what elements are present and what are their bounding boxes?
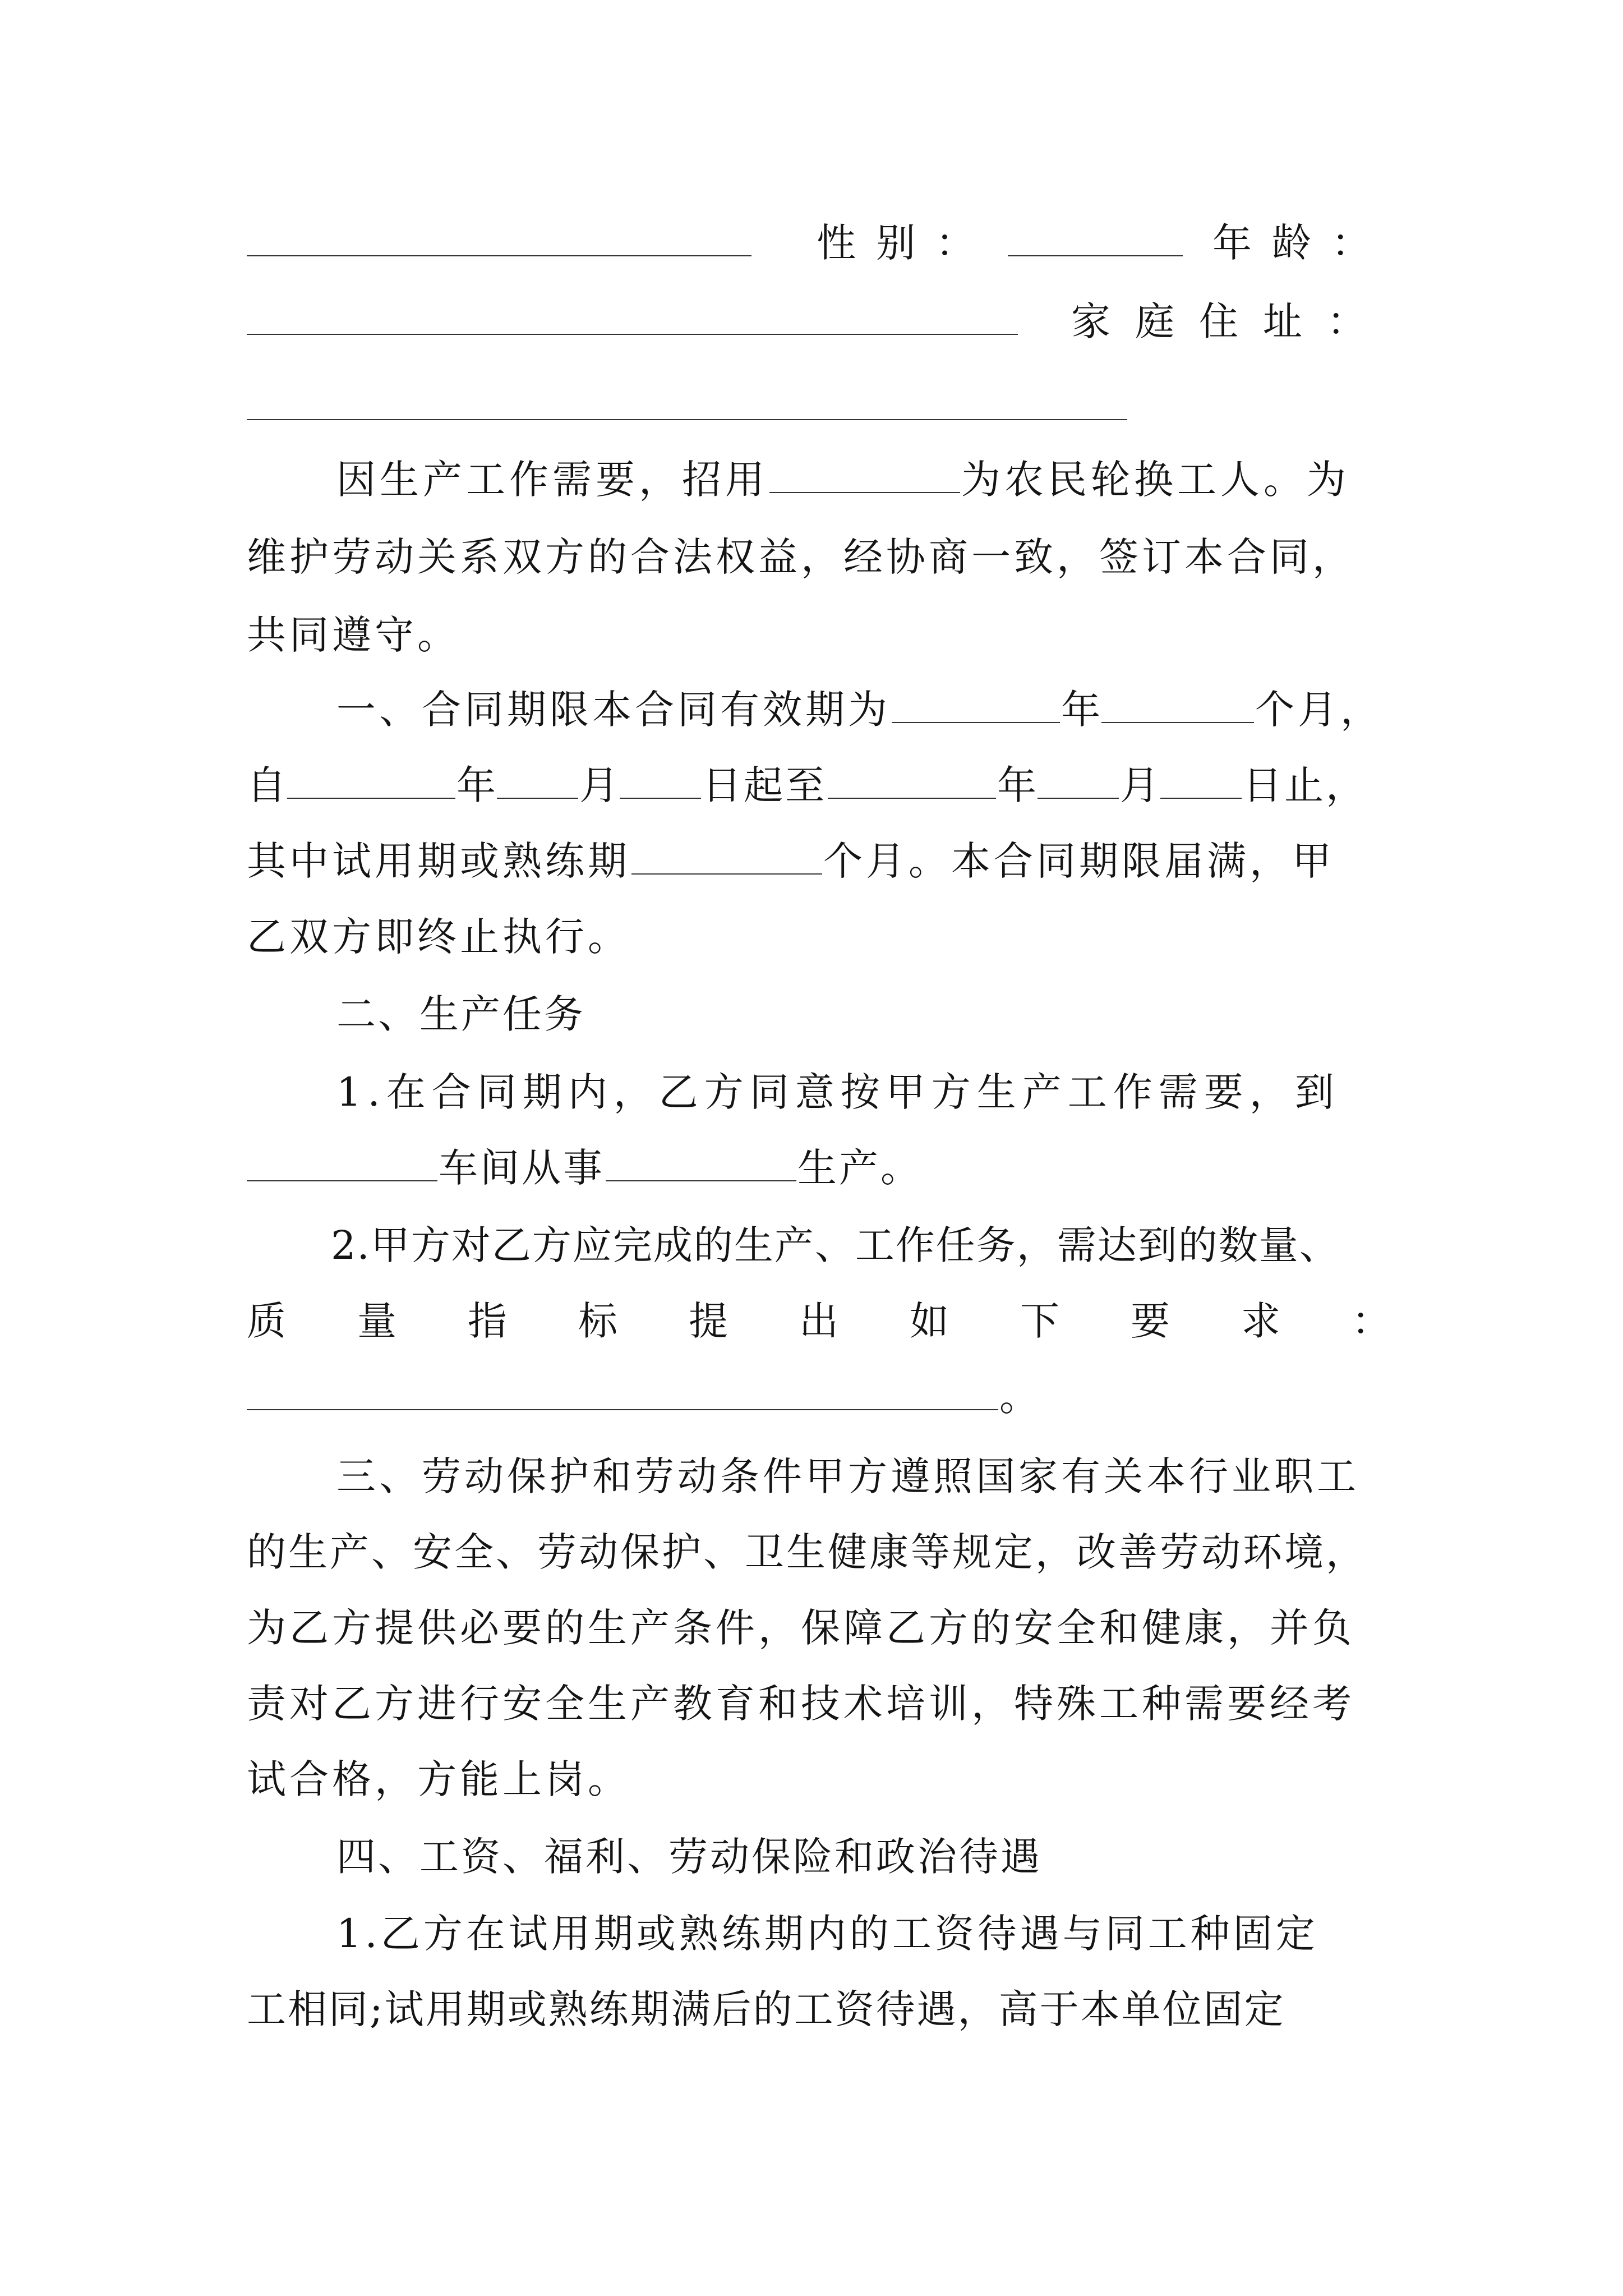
s1-line-3 [247,830,1391,892]
quality-char-3: 指 [468,1298,507,1344]
header-line-1 [247,212,1391,274]
from-label: 自 [247,762,286,808]
wages-text-1: 1.乙方在试用期或熟练期内的工资待遇与同工种固定 [336,1911,1318,1957]
labor-protection-text-1: 三、劳动保护和劳动条件甲方遵照国家有关本行业职工 [336,1453,1359,1499]
wages-text-2: 工相同;试用期或熟练期满后的工资待遇，高于本单位固定 [247,1986,1285,2032]
s2-title [247,983,1391,1045]
requirements-period: 。 [999,1374,1039,1420]
quality-char-11: ： [1352,1298,1391,1344]
end-month-blank[interactable] [1038,761,1119,799]
probation-label: 其中试用期或熟练期 [247,838,630,884]
s1-line-1 [247,679,1391,740]
labor-protection-text-3: 为乙方提供必要的生产条件，保障乙方的安全和健康，并负 [247,1605,1355,1651]
termination-text: 乙双方即终止执行。 [247,914,630,960]
months-label: 个月， [1255,687,1383,733]
end-year-blank[interactable] [828,761,996,799]
start-day-label: 日起至 [702,762,827,808]
s2-p2-line-3 [247,1366,1391,1428]
gender-label: 性别： [817,220,995,266]
section-2-heading: 二、生产任务 [336,991,585,1037]
quality-char-4: 标 [578,1298,617,1344]
start-day-blank[interactable] [620,761,701,799]
labor-protection-text-2: 的生产、安全、劳动保护、卫生健康等规定，改善劳动环境， [247,1529,1367,1575]
s3-line-5 [247,1749,1391,1810]
intro-text-1a: 因生产工作需要，招用 [336,457,768,503]
intro-text-2: 维护劳动关系双方的合法权益，经协商一致，签订本合同， [247,534,1355,580]
end-day-label: 日止， [1243,762,1367,808]
workshop-blank[interactable] [247,1143,437,1181]
labor-protection-text-4: 责对乙方进行安全生产教育和技术培训，特殊工种需要经考 [247,1681,1355,1727]
end-month-label: 月 [1120,762,1159,808]
workshop-label: 车间从事 [439,1145,605,1191]
s2-p2-line-2 [247,1290,1391,1352]
end-day-blank[interactable] [1160,761,1242,799]
year-label: 年 [1061,687,1100,733]
s2-p2-line-1 [247,1214,1391,1276]
start-year-label: 年 [457,762,496,808]
quality-char-8: 下 [1020,1298,1059,1344]
quality-char-9: 要 [1131,1298,1170,1344]
s4-p1-line-1 [247,1903,1391,1964]
s4-title [247,1826,1391,1888]
intro-line-2 [247,526,1391,588]
header-line-2 [247,291,1391,352]
s2-p1-line-1 [247,1061,1391,1123]
s3-line-1 [247,1446,1391,1507]
probation-text: 个月。本合同期限届满，甲 [823,838,1335,884]
intro-line-3 [247,604,1391,666]
age-blank[interactable] [247,297,1018,335]
production-label: 生产。 [797,1145,922,1191]
address-blank[interactable] [247,419,1127,420]
name-blank[interactable] [247,218,751,256]
end-year-label: 年 [997,762,1036,808]
age-label: 年龄： [1212,220,1391,266]
requirements-blank[interactable] [247,1372,998,1410]
worker-name-blank[interactable] [769,455,960,493]
labor-protection-text-5: 试合格，方能上岗。 [247,1756,630,1802]
quota-requirements-text: 2.甲方对乙方应完成的生产、工作任务，需达到的数量、 [331,1222,1340,1268]
production-type-blank[interactable] [606,1143,796,1181]
s1-line-4 [247,906,1391,968]
quality-char-7: 如 [910,1298,949,1344]
start-month-blank[interactable] [497,761,578,799]
intro-text-3: 共同遵守。 [247,612,460,658]
s4-p1-line-2 [247,1978,1391,2040]
contract-term-label: 一、合同期限本合同有效期为 [336,687,891,733]
term-years-blank[interactable] [892,685,1060,723]
s2-p1-line-2 [247,1137,1391,1199]
intro-text-1b: 为农民轮换工人。为 [961,457,1350,503]
term-months-blank[interactable] [1101,685,1254,723]
section-4-heading: 四、工资、福利、劳动保险和政治待遇 [336,1834,1042,1880]
quality-char-6: 出 [799,1298,838,1344]
start-year-blank[interactable] [287,761,455,799]
gender-blank[interactable] [1008,218,1183,256]
s3-line-4 [247,1673,1391,1734]
production-task-text: 1.在合同期内，乙方同意按甲方生产工作需要，到 [336,1069,1340,1115]
quality-char-1: 质 [247,1298,286,1344]
start-month-label: 月 [579,762,619,808]
quality-char-5: 提 [689,1298,728,1344]
intro-line-1 [247,449,1391,510]
s3-line-3 [247,1597,1391,1659]
quality-char-10: 求 [1241,1298,1280,1344]
address-label: 家庭住址： [1071,298,1391,344]
s3-line-2 [247,1521,1391,1583]
s1-line-2 [247,754,1391,816]
quality-char-2: 量 [357,1298,396,1344]
probation-months-blank[interactable] [631,836,822,875]
